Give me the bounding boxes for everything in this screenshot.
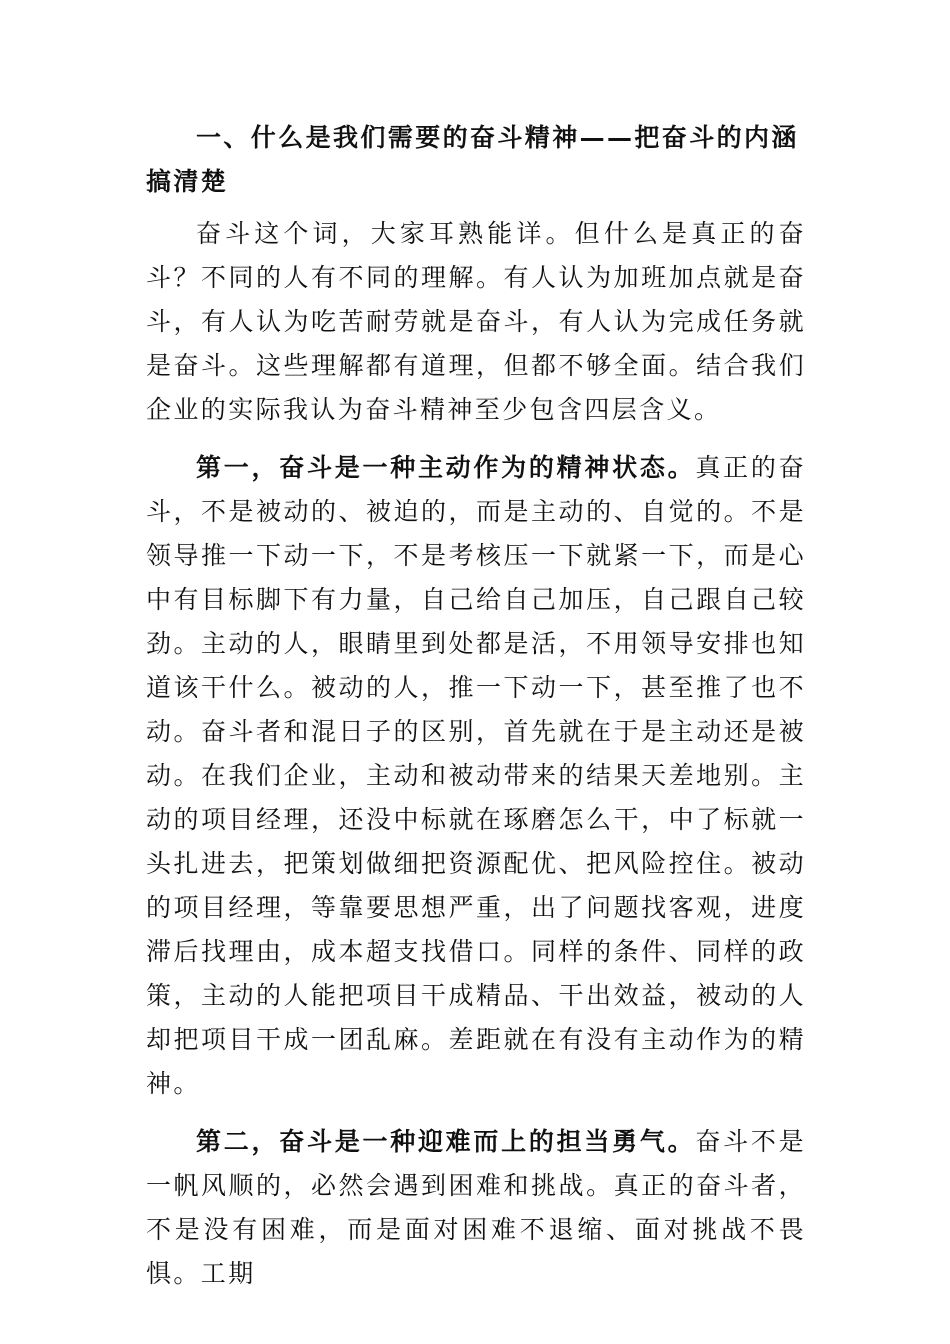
paragraph-text: 真正的奋斗，不是被动的、被迫的，而是主动的、自觉的。不是领导推一下动一下，不是考核压一下就紧一下，而是心中有目标脚下有力量，自己给自己加压，自己跟自己较劲。主动的人，眼睛里到处都是活，不用领导安排也知道该干什么。被动的人，推一下动一下，甚至推了也不动。奋斗者和混日子的区别，首先就在于是主动还是被动。在我们企业，主动和被动带来的结果天差地别。主动的项目经理，还没中标就在琢磨怎么干，中了标就一头扎进去，把策划做细把资源配优、把风险控住。被动的项目经理，等靠要思想严重，出了问题找客观，进度滞后找理由，成本超支找借口。同样的条件、同样的政策，主动的人能把项目干成精品、干出效益，被动的人却把项目干成一团乱麻。差距就在有没有主动作为的精神。 xyxy=(146,453,807,1098)
paragraph-point-two xyxy=(146,1120,806,1296)
paragraph-lead: 第一，奋斗是一种主动作为的精神状态。 xyxy=(196,453,696,482)
paragraph-point-one xyxy=(146,446,806,1106)
section-heading: 一、什么是我们需要的奋斗精神——把奋斗的内涵搞清楚 xyxy=(146,123,799,196)
paragraph-text: 奋斗这个词，大家耳熟能详。但什么是真正的奋斗？不同的人有不同的理解。有人认为加班加点就是奋斗，有人认为吃苦耐劳就是奋斗，有人认为完成任务就是奋斗。这些理解都有道理，但都不够全面。结合我们企业的实际我认为奋斗精神至少包含四层含义。 xyxy=(146,219,806,424)
paragraph-lead: 第二，奋斗是一种迎难而上的担当勇气。 xyxy=(196,1127,696,1156)
paragraph-text: 奋斗不是一帆风顺的，必然会遇到困难和挑战。真正的奋斗者，不是没有困难，而是面对困难不退缩、面对挑战不畏惧。工期 xyxy=(146,1127,807,1288)
paragraph-intro xyxy=(146,212,806,432)
document-body xyxy=(146,116,806,1296)
